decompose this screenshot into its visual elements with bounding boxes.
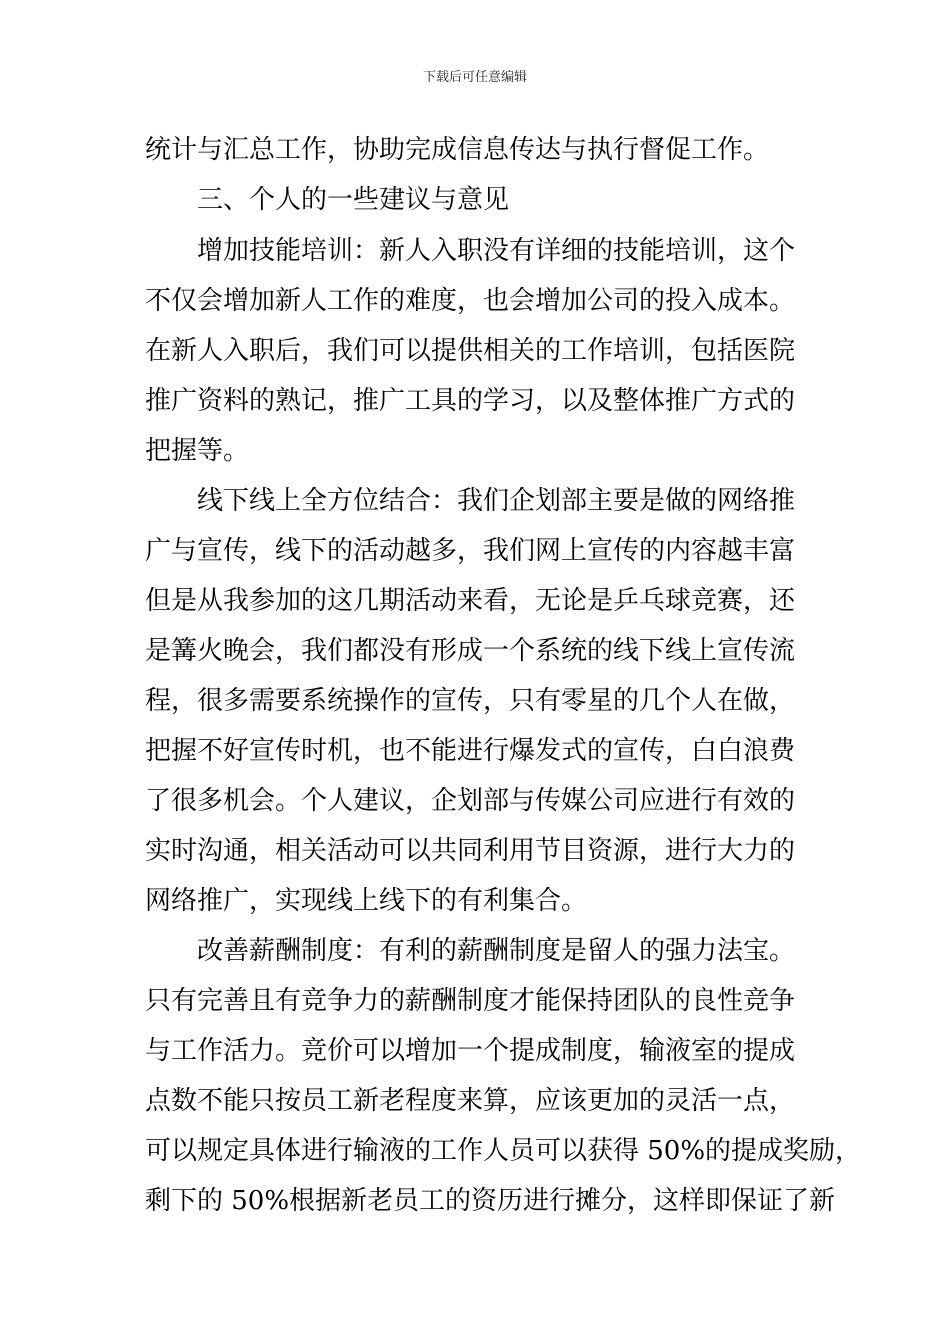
paragraph-line: 统计与汇总工作，协助完成信息传达与执行督促工作。 (145, 135, 770, 165)
paragraph-line: 推广资料的熟记，推广工具的学习，以及整体推广方式的 (145, 386, 796, 416)
page-header: 下载后可任意编辑 (422, 70, 527, 85)
paragraph-line: 可以规定具体进行输液的工作人员可以获得 50%的提成奖励， (145, 1136, 862, 1166)
paragraph-line: 线下线上全方位结合：我们企划部主要是做的网络推 (197, 486, 796, 516)
paragraph-line: 了很多机会。个人建议，企划部与传媒公司应进行有效的 (145, 786, 796, 816)
paragraph-line: 但是从我参加的这几期活动来看，无论是乒乓球竞赛，还 (145, 586, 796, 616)
paragraph-line: 广与宣传，线下的活动越多，我们网上宣传的内容越丰富 (145, 536, 796, 566)
paragraph-line: 把握不好宣传时机，也不能进行爆发式的宣传，白白浪费 (145, 736, 796, 766)
section-heading: 三、个人的一些建议与意见 (197, 185, 510, 215)
paragraph-line: 把握等。 (145, 436, 250, 466)
paragraph-line: 与工作活力。竞价可以增加一个提成制度，输液室的提成 (145, 1036, 796, 1066)
paragraph-line: 不仅会增加新人工作的难度，也会增加公司的投入成本。 (145, 286, 796, 316)
paragraph-line: 增加技能培训：新人入职没有详细的技能培训，这个 (197, 236, 796, 266)
paragraph-line: 程，很多需要系统操作的宣传，只有零星的几个人在做， (145, 686, 796, 716)
paragraph-line: 改善薪酬制度：有利的薪酬制度是留人的强力法宝。 (197, 936, 796, 966)
paragraph-line: 只有完善且有竞争力的薪酬制度才能保持团队的良性竞争 (145, 986, 796, 1016)
paragraph-line: 网络推广，实现线上线下的有利集合。 (145, 886, 588, 916)
paragraph-line: 是篝火晚会，我们都没有形成一个系统的线下线上宣传流 (145, 636, 796, 666)
paragraph-line: 剩下的 50%根据新老员工的资历进行摊分，这样即保证了新 (145, 1186, 836, 1216)
paragraph-line: 在新人入职后，我们可以提供相关的工作培训，包括医院 (145, 336, 796, 366)
paragraph-line: 点数不能只按员工新老程度来算，应该更加的灵活一点， (145, 1086, 796, 1116)
paragraph-line: 实时沟通，相关活动可以共同利用节目资源，进行大力的 (145, 836, 796, 866)
